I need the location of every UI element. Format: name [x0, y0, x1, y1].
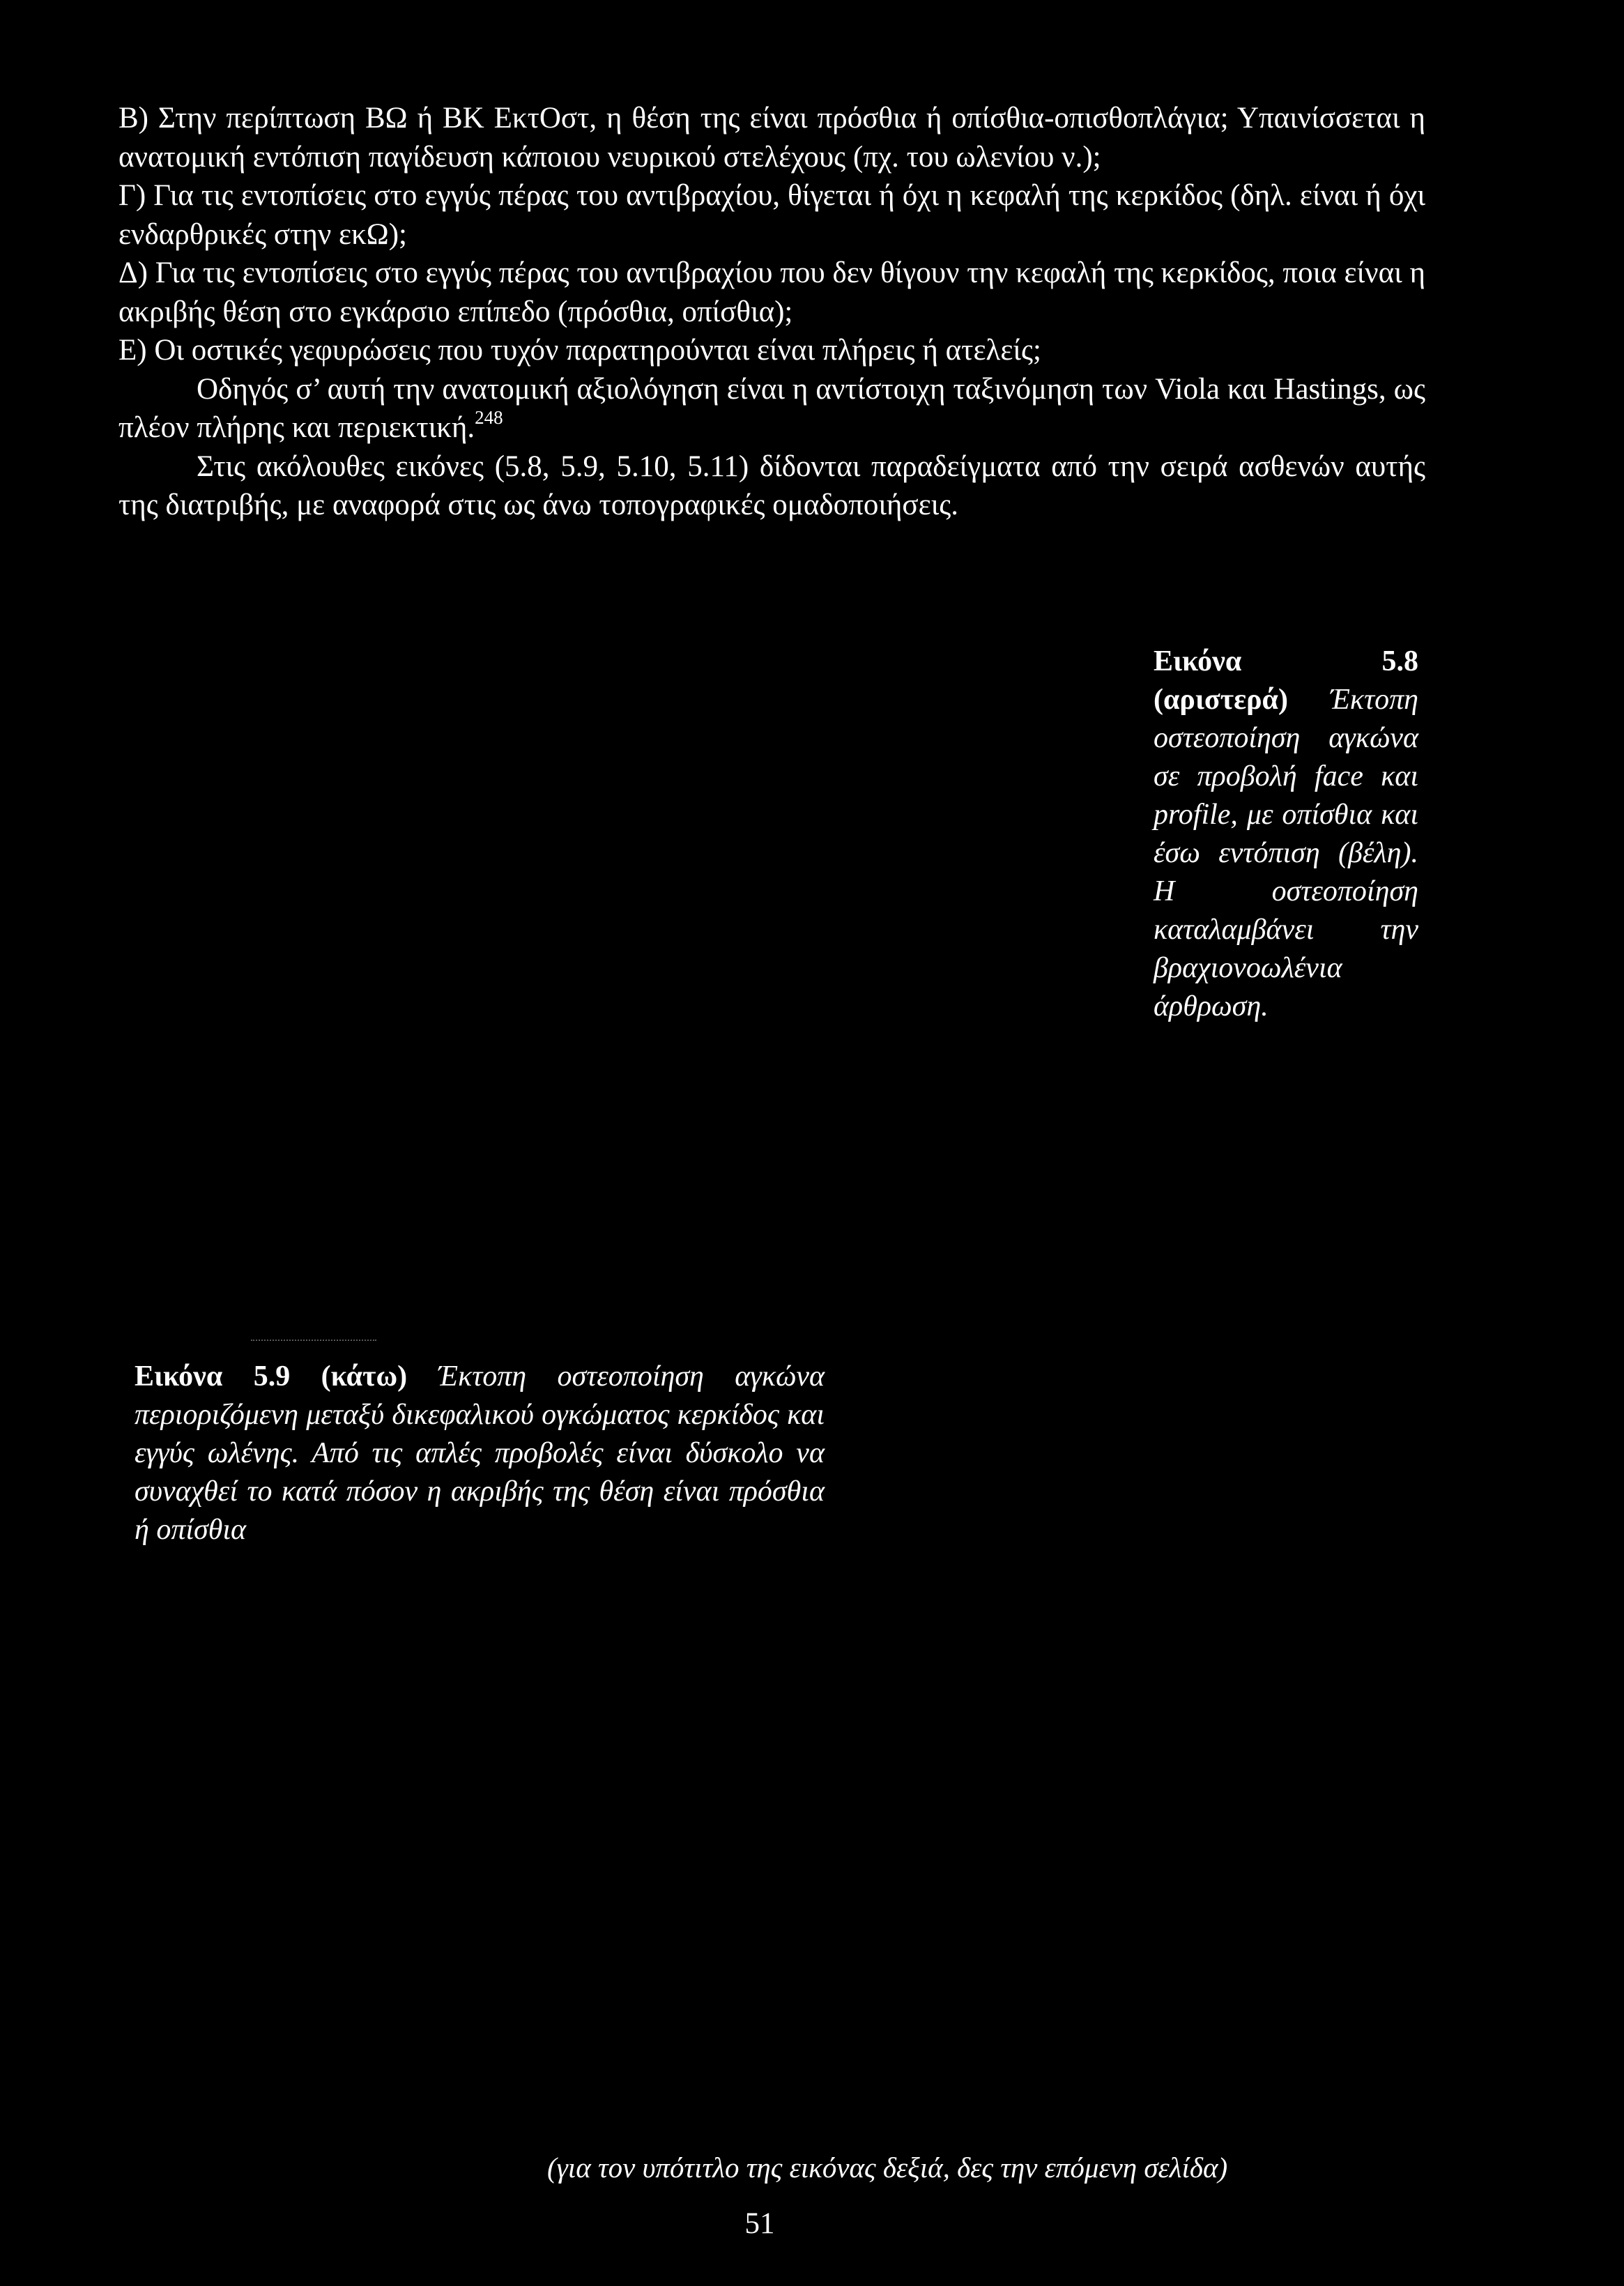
- page-number: 51: [744, 2207, 775, 2240]
- guide-text: Οδηγός σ’ αυτή την ανατομική αξιολόγηση είναι η αντίστοιχη ταξινόμηση των Viola και Hastings, ως πλέον πλήρης και περιεκτική.: [118, 372, 1425, 444]
- figure-5-8-text: Έκτοπη οστεοποίηση αγκώνα σε προβολή face και profile, με οπίσθια και έσω εντόπιση (βέλη). Η οστεοποίηση καταλαμβάνει την βραχιονοωλένια άρθρωση.: [1154, 684, 1418, 1022]
- next-page-note: (για τον υπότιτλο της εικόνας δεξιά, δες την επόμενη σελίδα): [547, 2151, 1228, 2184]
- question-e: Ε) Οι οστικές γεφυρώσεις που τυχόν παρατηρούνται είναι πλήρεις ή ατελείς;: [118, 334, 1041, 367]
- reference-superscript: 248: [475, 407, 503, 428]
- figure-5-9-label: Εικόνα 5.9 (κάτω): [135, 1360, 408, 1393]
- figures-paragraph: Στις ακόλουθες εικόνες (5.8, 5.9, 5.10, 5.11) δίδονται παραδείγματα από την σειρά ασθενών αυτής της διατριβής, με αναφορά στις ως άνω τοπογραφικές ομαδοποιήσεις.: [118, 450, 1425, 521]
- body-text: [118, 99, 1425, 525]
- question-d: Δ) Για τις εντοπίσεις στο εγγύς πέρας του αντιβραχίου που δεν θίγουν την κεφαλή της κερκίδος, ποια είναι η ακριβής θέση στο εγκάρσιο επίπεδο (πρόσθια, οπίσθια);: [118, 256, 1425, 328]
- figure-5-8-label: Εικόνα 5.8 (αριστερά): [1154, 645, 1418, 716]
- question-b: B) Στην περίπτωση ΒΩ ή ΒΚ ΕκτΟστ, η θέση της είναι πρόσθια ή οπίσθια-οπισθοπλάγια; Υπαινίσσεται η ανατομική εντόπιση παγίδευση κάποιου νευρικού στελέχους (πχ. του ωλενίου ν.);: [118, 102, 1425, 174]
- guide-paragraph: [118, 370, 1425, 447]
- dotted-line-divider: [251, 1340, 376, 1341]
- figure-5-9-text: Έκτοπη οστεοποίηση αγκώνα περιοριζόμενη μεταξύ δικεφαλικού ογκώματος κερκίδος και εγγύς ωλένης. Από τις απλές προβολές είναι δύσκολο να συναχθεί το κατά πόσον η ακριβής της θέση είναι πρόσθια ή οπίσθια: [135, 1360, 825, 1546]
- figure-5-9-caption: [135, 1358, 825, 1549]
- question-g: Γ) Για τις εντοπίσεις στο εγγύς πέρας του αντιβραχίου, θίγεται ή όχι η κεφαλή της κερκίδος (δηλ. είναι ή όχι ενδαρθρικές στην εκΩ);: [118, 179, 1425, 251]
- figure-5-8-caption: [1154, 643, 1418, 1026]
